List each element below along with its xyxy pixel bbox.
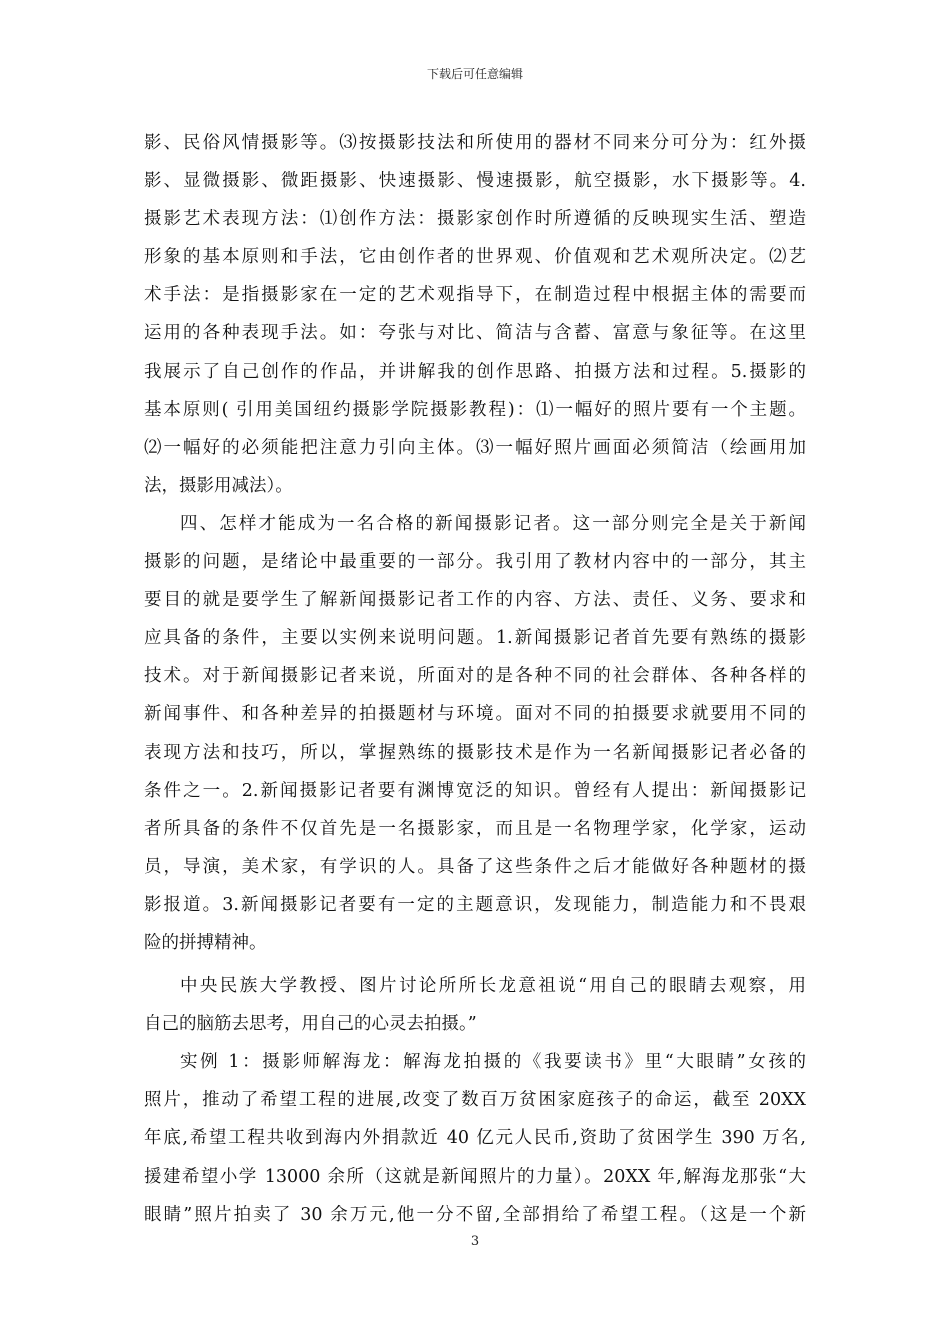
paragraph-example <box>144 1043 806 1233</box>
text-line: 者所具备的条件不仅首先是一名摄影家，而且是一名物理学家，化学家，运动 <box>144 818 806 839</box>
text-line: 险的拼搏精神。 <box>144 932 267 953</box>
text-line: 照片，推动了希望工程的进展,改变了数百万贫困家庭孩子的命运，截至 20XX <box>144 1090 806 1111</box>
text-line: 术手法：是指摄影家在一定的艺术观指导下，在制造过程中根据主体的需要而 <box>144 285 806 306</box>
text-line: 实例 1：摄影师解海龙：解海龙拍摄的《我要读书》里“大眼睛”女孩的 <box>180 1052 806 1073</box>
text-line: 自己的脑筋去思考，用自己的心灵去拍摄。” <box>144 1014 477 1035</box>
text-line: 基本原则( 引用美国纽约摄影学院摄影教程)：⑴一幅好的照片要有一个主题。 <box>144 399 806 420</box>
text-line: 中央民族大学教授、图片讨论所所长龙意祖说“用自己的眼睛去观察，用 <box>180 976 806 997</box>
text-line: 表现方法和技巧，所以，掌握熟练的摄影技术是作为一名新闻摄影记者必备的 <box>144 742 806 763</box>
paragraph-photography-types <box>144 124 806 505</box>
text-line: 援建希望小学 13000 余所（这就是新闻照片的力量）。20XX 年,解海龙那张“大 <box>144 1166 806 1187</box>
text-line: 影、民俗风情摄影等。⑶按摄影技法和所使用的器材不同来分可分为：红外摄 <box>144 133 806 153</box>
text-line: 影报道。3.新闻摄影记者要有一定的主题意识，发现能力，制造能力和不畏艰 <box>144 894 806 915</box>
text-line: 摄影艺术表现方法：⑴创作方法：摄影家创作时所遵循的反映现实生活、塑造 <box>144 209 806 230</box>
text-line: 要目的就是要学生了解新闻摄影记者工作的内容、方法、责任、义务、要求和 <box>144 590 806 611</box>
document-body <box>144 124 806 1234</box>
text-line: ⑵一幅好的必须能把注意力引向主体。⑶一幅好照片画面必须简洁（绘画用加 <box>144 437 806 458</box>
text-line: 眼睛”照片拍卖了 30 余万元,他一分不留,全部捐给了希望工程。（这是一个新 <box>144 1204 806 1225</box>
text-line: 摄影的问题，是绪论中最重要的一部分。我引用了教材内容中的一部分，其主 <box>144 552 806 573</box>
text-line: 新闻事件、和各种差异的拍摄题材与环境。面对不同的拍摄要求就要用不同的 <box>144 704 806 725</box>
text-line: 我展示了自己创作的作品，并讲解我的创作思路、拍摄方法和过程。5.摄影的 <box>144 361 806 382</box>
text-line: 技术。对于新闻摄影记者来说，所面对的是各种不同的社会群体、各种各样的 <box>144 666 806 687</box>
text-line: 员，导演，美术家，有学识的人。具备了这些条件之后才能做好各种题材的摄 <box>144 856 806 877</box>
text-line: 条件之一。2.新闻摄影记者要有渊博宽泛的知识。曾经有人提出：新闻摄影记 <box>144 780 806 801</box>
text-line: 影、显微摄影、微距摄影、快速摄影、慢速摄影，航空摄影，水下摄影等。4. <box>144 171 806 192</box>
page-header: 下载后可任意编辑 <box>426 67 523 81</box>
text-line: 运用的各种表现手法。如：夸张与对比、简洁与含蓄、富意与象征等。在这里 <box>144 323 806 344</box>
text-line: 年底,希望工程共收到海内外捐款近 40 亿元人民币,资助了贫困学生 390 万名, <box>144 1128 806 1149</box>
text-line: 法，摄影用减法）。 <box>144 475 293 496</box>
paragraph-quote <box>144 967 806 1043</box>
text-line: 四、怎样才能成为一名合格的新闻摄影记者。这一部分则完全是关于新闻 <box>180 513 806 534</box>
paragraph-news-photographer <box>144 505 806 962</box>
page-number: 3 <box>470 1234 480 1249</box>
text-line: 形象的基本原则和手法，它由创作者的世界观、价值观和艺术观所决定。⑵艺 <box>144 247 806 268</box>
text-line: 应具备的条件，主要以实例来说明问题。1.新闻摄影记者首先要有熟练的摄影 <box>144 628 806 649</box>
